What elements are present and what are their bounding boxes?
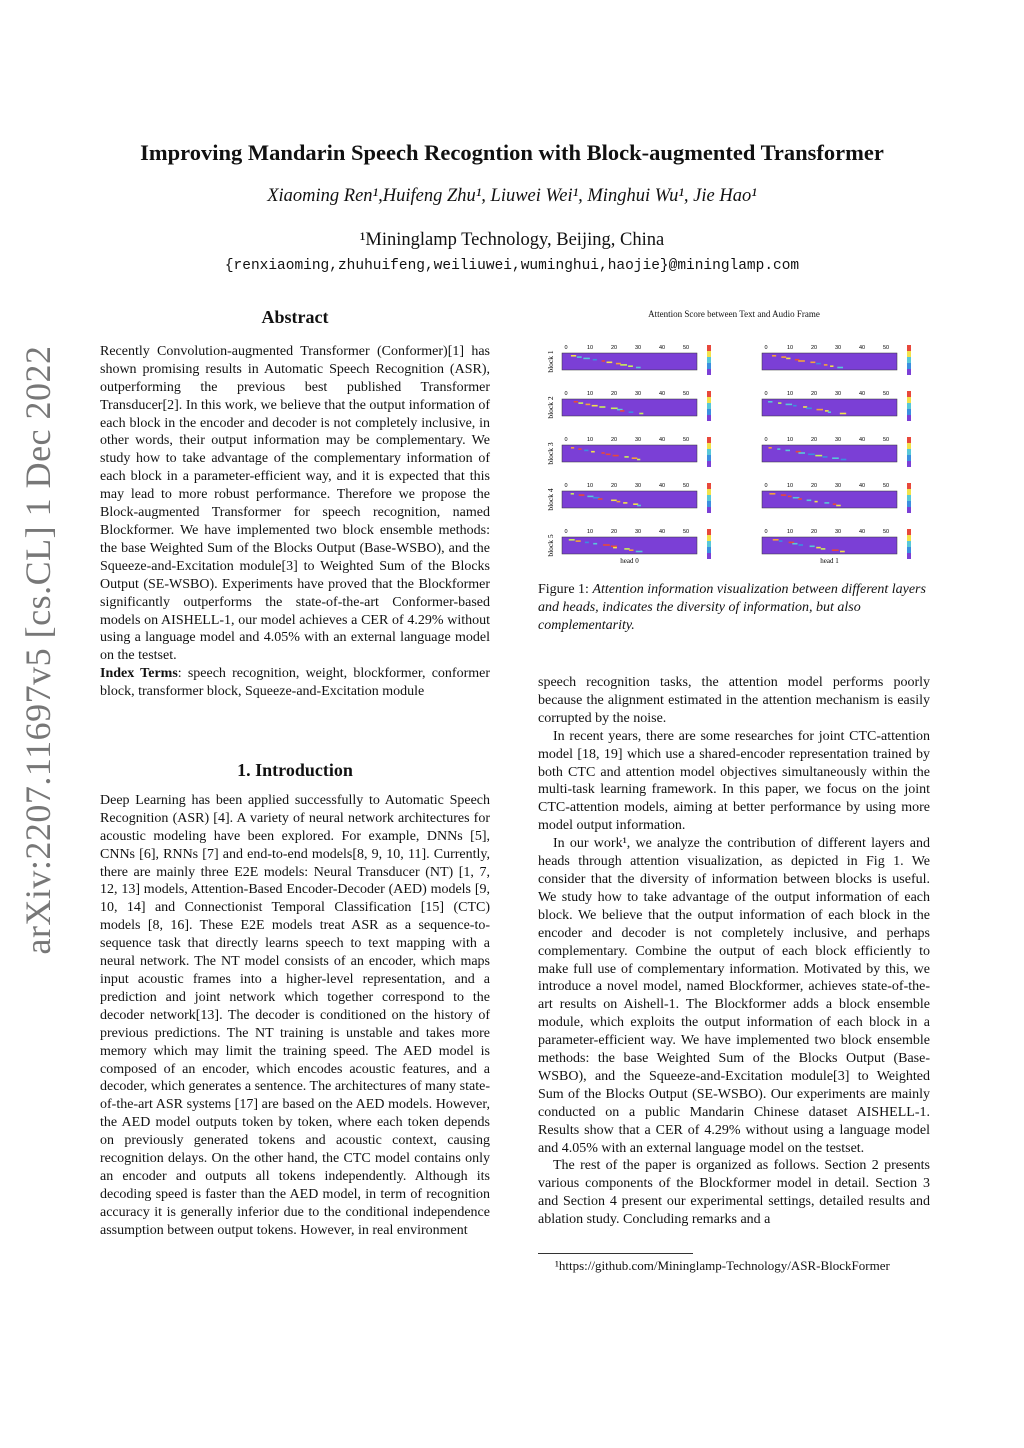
tick-label: 0 <box>564 391 568 397</box>
attention-cell <box>606 454 611 456</box>
tick-label: 20 <box>610 529 618 535</box>
attention-cell <box>824 502 829 504</box>
tick-label: 10 <box>586 437 594 443</box>
introduction-paragraph: Deep Learning has been applied successfully to Automatic Speech Recognition (ASR) [4]. A variety of neural network architectures for acoustic modeling have been explored. For example, DNNs [5], CNNs [6], RNNs [7] and end-to-end models[8, 9, 10, 11]. Currently, there are mainly three E2E models: Neural Transducer (NT) [1, 7, 12, 13] models, Attention-Based Encoder-Decoder (AED) models [9, 10, 14] and Connectionist Temporal Classification [15] (CTC) models [8, 16]. These E2E models treat ASR as a sequence-to-sequence task that directly learns speech to text mapping with a neural network. The NT model consists of an encoder, which maps input acoustic frames into a higher-level representation, and a prediction and joint network which together correspond to the decoder network[13]. The decoder is conditioned on the history of previous predictions. The NT training is unstable and takes more memory which may limit the training speed. The AED model is composed of an encoder, which encodes acoustic features, and a decoder, which generates a sentence. The architectures of many state-of-the-art ASR systems [17] are based on the AED models. However, the AED model outputs token by token, where each token depends on previously generated tokens and acoustic context, causing recognition delays. On the other hand, the CTC model contains only an encoder and outputs all tokens independently. Although its decoding speed is faster than the AED model, in term of recognition accuracy it is generally inferior due to the conditional independence assumption between output tokens. However, in real environment <box>100 792 490 1238</box>
attention-cell <box>599 406 605 408</box>
attention-cell <box>574 401 578 403</box>
figure-caption-text: Attention information visualization between different layers and heads, indicates the diversity of information, but also complementarity. <box>538 582 926 633</box>
tick-label: 20 <box>810 483 818 489</box>
colorbar-segment <box>707 345 711 351</box>
arxiv-sidebar <box>10 200 66 1100</box>
heatmap-panel <box>562 353 697 370</box>
colorbar-segment <box>907 403 911 409</box>
attention-cell <box>779 540 783 542</box>
colorbar-segment <box>907 461 911 467</box>
index-terms: : speech recognition, weight, blockformer, conformer block, transformer block, Squeeze-and-Excitation module <box>100 666 490 700</box>
heatmap-panel <box>562 491 697 508</box>
tick-label: 40 <box>858 391 866 397</box>
attention-cell <box>577 356 582 358</box>
attention-cell <box>639 413 643 415</box>
tick-label: 30 <box>834 529 842 535</box>
tick-label: 40 <box>658 483 666 489</box>
abstract-text: Recently Convolution-augmented Transformer (Conformer)[1] has shown promising results in Automatic Speech Recognition (ASR), outperforming the previous best published Transformer Transducer[2]. In this work, we believe that the output information of each block in the encoder and decoder is not completely inclusive, in other words, their output information may be complementary. We study how to take advantage of the complementary information of each block in a parameter-efficient way, and it is expected that this may lead to more robust performance. Therefore we propose the Block-augmented Transformer for speech recognition, named Blockformer. We have implemented two block ensemble methods: the base Weighted Sum of the Blocks Output (Base-WSBO), and the Squeeze-and-Excitation module[3] to Weighted Sum of the Blocks Output (SE-WSBO). Experiments have proved that the Blockformer significantly outperforms the state-of-the-art Conformer-based models on AISHELL-1, our model achieves a CER of 4.29% without using a language model and 4.05% with an external language model on the testset. <box>100 343 490 664</box>
row-label: block 2 <box>546 396 555 419</box>
tick-label: 10 <box>586 483 594 489</box>
attention-cell <box>769 493 775 495</box>
attention-cell <box>637 505 641 507</box>
attention-cell <box>586 404 591 406</box>
colorbar-segment <box>707 535 711 541</box>
colorbar-segment <box>907 547 911 553</box>
attention-cell <box>833 503 836 505</box>
colorbar-segment <box>907 409 911 415</box>
tick-label: 50 <box>682 437 690 443</box>
attention-cell <box>837 367 843 369</box>
attention-cell <box>620 364 627 366</box>
tick-label: 30 <box>834 483 842 489</box>
attention-cell <box>817 409 823 411</box>
attention-cell <box>593 543 597 545</box>
attention-cell <box>808 454 815 456</box>
tick-label: 10 <box>786 437 794 443</box>
tick-label: 20 <box>610 345 618 351</box>
attention-cell <box>806 408 812 410</box>
colorbar-segment <box>707 369 711 375</box>
attention-cell <box>623 502 627 504</box>
attention-cell <box>828 411 831 413</box>
tick-label: 40 <box>658 529 666 535</box>
tick-label: 50 <box>882 391 890 397</box>
tick-label: 50 <box>682 483 690 489</box>
colorbar-segment <box>707 415 711 421</box>
colorbar-segment <box>707 489 711 495</box>
tick-label: 40 <box>658 391 666 397</box>
colorbar-segment <box>707 443 711 449</box>
attention-cell <box>598 498 602 500</box>
tick-label: 30 <box>834 345 842 351</box>
attention-cell <box>569 539 575 541</box>
colorbar-segment <box>707 455 711 461</box>
tick-label: 50 <box>882 529 890 535</box>
colorbar-segment <box>707 397 711 403</box>
heatmap-panel <box>762 537 897 554</box>
tick-label: 20 <box>610 391 618 397</box>
colorbar-segment <box>707 529 711 535</box>
tick-label: 0 <box>764 529 768 535</box>
colorbar-segment <box>707 363 711 369</box>
attention-cell <box>768 447 771 449</box>
colorbar-segment <box>707 547 711 553</box>
attention-cell <box>576 540 581 542</box>
right-paragraph-4: The rest of the paper is organized as follows. Section 2 presents various components of the Blockformer model in detail. Section 3 and Section 4 present our experimental settings, detailed results and ablation study. Concluding remarks and a <box>538 1158 930 1228</box>
attention-cell <box>821 548 826 550</box>
colorbar-segment <box>907 357 911 363</box>
attention-cell <box>571 355 576 357</box>
row-label: block 5 <box>546 534 555 557</box>
attention-cell <box>571 447 574 449</box>
colorbar-segment <box>707 391 711 397</box>
colorbar-segment <box>907 397 911 403</box>
colorbar-segment <box>707 351 711 357</box>
tick-label: 0 <box>564 483 568 489</box>
attention-cell <box>815 455 822 457</box>
abstract-section <box>100 309 490 701</box>
tick-label: 30 <box>634 437 642 443</box>
attention-cell <box>602 360 605 362</box>
colorbar-segment <box>907 541 911 547</box>
attention-cell <box>810 362 815 364</box>
head-label: head 0 <box>620 557 639 565</box>
colorbar-segment <box>907 391 911 397</box>
attention-cell <box>632 457 638 459</box>
heatmap-panel <box>562 537 697 554</box>
attention-cell <box>611 500 617 502</box>
attention-cell <box>637 459 640 461</box>
right-paragraph-3: In our work¹, we analyze the contribution of different layers and heads through attention visualization, as depicted in Fig 1. We consider that the diversity of information between blocks is useful. We study how to take advantage of the output information of each block. We believe that the output information of each block in the encoder and decoder is not completely inclusive, and perhaps complementary. Combine the output of each block efficiently to make full use of complementary information. Motivated by this, we introduce a novel model, named Blockformer, achieves state-of-the-art results on Aishell-1. The Blockformer adds a block ensemble module, which exploits the output information of each block in a parameter-efficient way. We have implemented two block ensemble methods: the base Weighted Sum of the Blocks Output (Base-WSBO), and the Squeeze-and-Excitation module[3] to Weighted Sum of the Blocks Output (SE-WSBO). Our experiments are mainly conducted on a public Mandarin Chinese dataset AISHELL-1. Results show that a CER of 4.29% without using a language model and 4.05% with an external language model on the testset. <box>538 836 930 1156</box>
affiliation: ¹Mininglamp Technology, Beijing, China <box>359 230 665 250</box>
row-label: block 4 <box>546 488 555 511</box>
attention-cell <box>579 494 585 496</box>
tick-label: 0 <box>764 437 768 443</box>
colorbar-segment <box>907 495 911 501</box>
attention-cell <box>624 548 629 550</box>
attention-cell <box>601 452 604 454</box>
attention-cell <box>781 356 786 358</box>
attention-cell <box>786 404 792 406</box>
heatmap-panel <box>762 445 897 462</box>
attention-cell <box>832 549 839 551</box>
right-paragraph-1: speech recognition tasks, the attention model performs poorly because the alignment estimated in the attention mechanism is easily corrupted by the noise. <box>538 675 930 726</box>
tick-label: 40 <box>658 437 666 443</box>
footnote: ¹https://github.com/Mininglamp-Technology/ASR-BlockFormer <box>555 1258 890 1273</box>
attention-cell <box>611 408 618 410</box>
tick-label: 30 <box>834 437 842 443</box>
attention-cell <box>793 405 797 407</box>
heatmap-panel <box>762 491 897 508</box>
attention-cell <box>840 413 846 415</box>
tick-label: 10 <box>786 483 794 489</box>
tick-label: 0 <box>764 483 768 489</box>
index-terms-label: Index Terms <box>100 666 178 682</box>
colorbar-segment <box>907 455 911 461</box>
tick-label: 10 <box>586 391 594 397</box>
attention-heatmap-grid <box>538 323 930 583</box>
tick-label: 0 <box>564 529 568 535</box>
attention-cell <box>836 505 841 507</box>
right-column-text <box>538 674 930 1229</box>
colorbar-segment <box>907 443 911 449</box>
attention-cell <box>822 456 827 458</box>
attention-cell <box>807 500 812 502</box>
tick-label: 40 <box>658 345 666 351</box>
tick-label: 20 <box>610 483 618 489</box>
attention-cell <box>613 455 619 457</box>
attention-cell <box>636 367 641 369</box>
attention-cell <box>816 363 821 365</box>
tick-label: 10 <box>786 345 794 351</box>
colorbar-segment <box>707 501 711 507</box>
figure-1 <box>538 309 930 583</box>
tick-label: 0 <box>764 345 768 351</box>
tick-label: 10 <box>586 529 594 535</box>
attention-cell <box>629 549 633 551</box>
colorbar-segment <box>707 357 711 363</box>
colorbar-segment <box>707 437 711 443</box>
row-label: block 1 <box>546 350 555 373</box>
right-paragraph-2: In recent years, there are some researches for joint CTC-attention model [18, 19] which use a shared-encoder representation trained by both CTC and attention model objectives simultaneously within the multi-task learning framework. In this paper, we focus on the joint CTC-attention models, aiming at better performance by using more model output information. <box>538 728 930 834</box>
colorbar-segment <box>907 345 911 351</box>
attention-cell <box>636 551 643 553</box>
attention-cell <box>798 544 803 546</box>
colorbar-segment <box>707 507 711 513</box>
tick-label: 0 <box>564 345 568 351</box>
abstract-heading: Abstract <box>261 307 329 327</box>
colorbar-segment <box>707 541 711 547</box>
attention-cell <box>778 402 781 404</box>
attention-cell <box>816 547 821 549</box>
attention-cell <box>571 493 574 495</box>
figure-title: Attention Score between Text and Audio Frame <box>648 309 820 319</box>
tick-label: 50 <box>882 437 890 443</box>
tick-label: 10 <box>786 391 794 397</box>
attention-cell <box>578 402 583 404</box>
attention-cell <box>781 494 786 496</box>
attention-cell <box>616 363 621 365</box>
attention-cell <box>593 359 597 361</box>
row-label: block 3 <box>546 442 555 465</box>
attention-cell <box>773 539 779 541</box>
tick-label: 30 <box>634 345 642 351</box>
colorbar-segment <box>707 495 711 501</box>
arxiv-identifier: arXiv:2207.11697v5 [cs.CL] 1 Dec 2022 <box>18 345 58 955</box>
tick-label: 20 <box>610 437 618 443</box>
colorbar-segment <box>907 489 911 495</box>
attention-cell <box>786 358 790 360</box>
attention-cell <box>607 362 613 364</box>
attention-cell <box>798 360 805 362</box>
author-list: Xiaoming Ren¹,Huifeng Zhu¹, Liuwei Wei¹, Minghui Wu¹, Jie Hao¹ <box>267 186 757 206</box>
tick-label: 40 <box>858 345 866 351</box>
attention-cell <box>815 501 818 503</box>
tick-label: 30 <box>634 483 642 489</box>
attention-cell <box>792 543 797 545</box>
attention-cell <box>772 355 776 357</box>
colorbar-segment <box>707 403 711 409</box>
footnote-rule <box>538 1253 693 1254</box>
attention-cell <box>810 546 815 548</box>
attention-cell <box>798 498 802 500</box>
colorbar-segment <box>907 351 911 357</box>
attention-cell <box>624 456 628 458</box>
attention-cell <box>777 448 780 450</box>
heatmap-panel <box>562 445 697 462</box>
heatmap-panel <box>762 353 897 370</box>
heatmap-panel <box>562 399 697 416</box>
introduction-section <box>100 762 490 1240</box>
tick-label: 50 <box>882 483 890 489</box>
attention-cell <box>592 405 598 407</box>
tick-label: 40 <box>858 483 866 489</box>
attention-cell <box>578 448 581 450</box>
colorbar-segment <box>907 369 911 375</box>
attention-cell <box>617 501 621 503</box>
colorbar-segment <box>907 535 911 541</box>
colorbar-segment <box>907 553 911 559</box>
attention-cell <box>798 452 805 454</box>
colorbar-segment <box>707 553 711 559</box>
colorbar-segment <box>907 483 911 489</box>
tick-label: 30 <box>634 529 642 535</box>
colorbar-segment <box>707 409 711 415</box>
attention-cell <box>591 451 595 453</box>
tick-label: 50 <box>882 345 890 351</box>
figure-caption-label: Figure 1: <box>538 582 593 597</box>
colorbar-segment <box>907 363 911 369</box>
attention-cell <box>603 544 610 546</box>
attention-cell <box>840 551 845 553</box>
attention-cell <box>788 496 792 498</box>
introduction-heading: 1. Introduction <box>237 760 353 780</box>
tick-label: 0 <box>764 391 768 397</box>
tick-label: 30 <box>634 391 642 397</box>
head-label: head 1 <box>820 557 839 565</box>
attention-cell <box>824 364 828 366</box>
tick-label: 20 <box>810 529 818 535</box>
attention-cell <box>629 411 634 413</box>
tick-label: 20 <box>810 437 818 443</box>
attention-cell <box>785 450 790 452</box>
attention-cell <box>841 459 847 461</box>
figure-caption <box>538 581 930 635</box>
tick-label: 10 <box>786 529 794 535</box>
tick-label: 40 <box>858 437 866 443</box>
author-emails: {renxiaoming,zhuhuifeng,weiliuwei,wuminghui,haojie}@mininglamp.com <box>224 258 800 274</box>
tick-label: 50 <box>682 345 690 351</box>
tick-label: 20 <box>810 345 818 351</box>
tick-label: 50 <box>682 529 690 535</box>
colorbar-segment <box>907 507 911 513</box>
attention-cell <box>620 410 624 412</box>
tick-label: 50 <box>682 391 690 397</box>
colorbar-segment <box>907 529 911 535</box>
tick-label: 30 <box>834 391 842 397</box>
colorbar-segment <box>907 449 911 455</box>
attention-cell <box>587 496 593 498</box>
colorbar-segment <box>907 437 911 443</box>
attention-cell <box>613 547 617 549</box>
colorbar-segment <box>707 461 711 467</box>
colorbar-segment <box>707 483 711 489</box>
attention-cell <box>628 365 633 367</box>
attention-cell <box>832 457 839 459</box>
tick-label: 40 <box>858 529 866 535</box>
heatmap-panel <box>762 399 897 416</box>
attention-cell <box>768 401 772 403</box>
attention-cell <box>584 450 588 452</box>
colorbar-segment <box>907 415 911 421</box>
tick-label: 10 <box>586 345 594 351</box>
attention-cell <box>830 365 833 367</box>
attention-cell <box>585 542 589 544</box>
colorbar-segment <box>907 501 911 507</box>
attention-cell <box>583 358 590 360</box>
tick-label: 20 <box>810 391 818 397</box>
paper-title: Improving Mandarin Speech Recogntion with Block-augmented Transformer <box>140 140 884 165</box>
tick-label: 0 <box>564 437 568 443</box>
colorbar-segment <box>707 449 711 455</box>
